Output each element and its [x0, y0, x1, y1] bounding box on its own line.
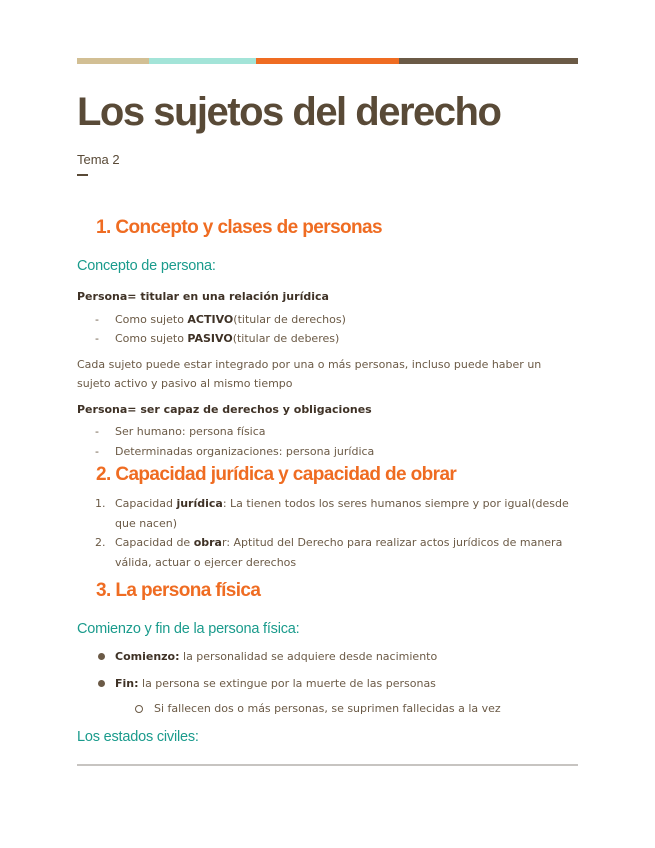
color-bar-segment: [399, 58, 578, 64]
item-text: (titular de derechos): [233, 312, 346, 326]
item-text: la personalidad se adquiere desde nacimiento: [179, 650, 438, 663]
subsection-heading-estados-civiles: Los estados civiles:: [77, 728, 199, 745]
document-title: Los sujetos del derecho: [77, 90, 501, 134]
list-item: [77, 329, 578, 349]
item-bold: ACTIVO: [187, 312, 234, 326]
subsection-heading-comienzo: Comienzo y fin de la persona física:: [77, 621, 300, 637]
item-text: la persona se extingue por la muerte de las personas: [138, 676, 436, 690]
page-bottom-divider: [77, 764, 578, 766]
decorative-color-bar: [77, 58, 578, 64]
definition-1: [77, 287, 578, 307]
dash-marker: -: [95, 425, 99, 438]
section-heading-3: 3. La persona física: [96, 580, 261, 601]
paragraph: Cada sujeto puede estar integrado por una o más personas, incluso puede haber un sujeto activo y pasivo al mismo tiempo: [77, 357, 542, 390]
item-bold: obra: [193, 536, 222, 549]
item-text: Si fallecen dos o más personas, se suprimen fallecidas a la vez: [154, 702, 501, 715]
color-bar-segment: [256, 58, 399, 64]
list-item: [77, 533, 578, 572]
list-item: [77, 310, 578, 330]
document-page: [77, 58, 578, 746]
list-item: [77, 647, 578, 667]
list-item: [77, 442, 578, 462]
item-bold: jurídica: [176, 497, 223, 510]
subsection-heading-concepto: Concepto de persona:: [77, 258, 216, 274]
dash-list-1: [77, 310, 578, 349]
section-heading-1: 1. Concepto y clases de personas: [96, 217, 382, 238]
list-item: [77, 674, 578, 694]
item-text: Como sujeto: [115, 312, 188, 326]
item-text: (titular de deberes): [232, 332, 340, 345]
list-item: [77, 494, 578, 533]
definition-text: Persona= ser capaz de derechos y obligaciones: [77, 402, 372, 416]
bullet-icon: [98, 680, 105, 687]
color-bar-segment: [77, 58, 149, 64]
color-bar-segment: [149, 58, 256, 64]
definition-text: Persona= titular en una relación jurídica: [77, 290, 329, 303]
dash-marker: -: [95, 312, 99, 326]
item-text: : La tienen todos los seres humanos siempre y por igual(desde que nacen): [115, 497, 569, 530]
item-bold: PASIVO: [187, 332, 233, 345]
bullet-icon: [98, 653, 105, 660]
numbered-list: [77, 494, 578, 572]
item-text: Capacidad: [115, 497, 177, 510]
definition-2: [77, 400, 578, 420]
dash-marker: -: [95, 444, 99, 458]
dash-list-2: [77, 422, 578, 461]
item-text: Ser humano: persona física: [115, 425, 266, 438]
hollow-circle-bullet-icon: [135, 705, 143, 713]
dash-marker: -: [95, 332, 99, 345]
bullet-list: [77, 647, 578, 719]
item-text: Determinadas organizaciones: persona jurídica: [115, 444, 375, 458]
item-bold: Fin:: [115, 676, 139, 690]
item-text: Como sujeto: [115, 332, 188, 345]
item-text: Capacidad de: [115, 536, 194, 549]
item-bold: Comienzo:: [115, 650, 180, 663]
list-item: [77, 422, 578, 442]
subtitle-underline: [77, 174, 88, 176]
item-text: r: Aptitud del Derecho para realizar actos jurídicos de manera válida, actuar o ejercer derechos: [115, 536, 563, 569]
nested-list-item: [77, 699, 578, 719]
document-subtitle: Tema 2: [77, 152, 120, 167]
number-marker: 2.: [95, 536, 106, 549]
number-marker: 1.: [95, 497, 106, 510]
section-heading-2: 2. Capacidad jurídica y capacidad de obrar: [96, 464, 457, 485]
